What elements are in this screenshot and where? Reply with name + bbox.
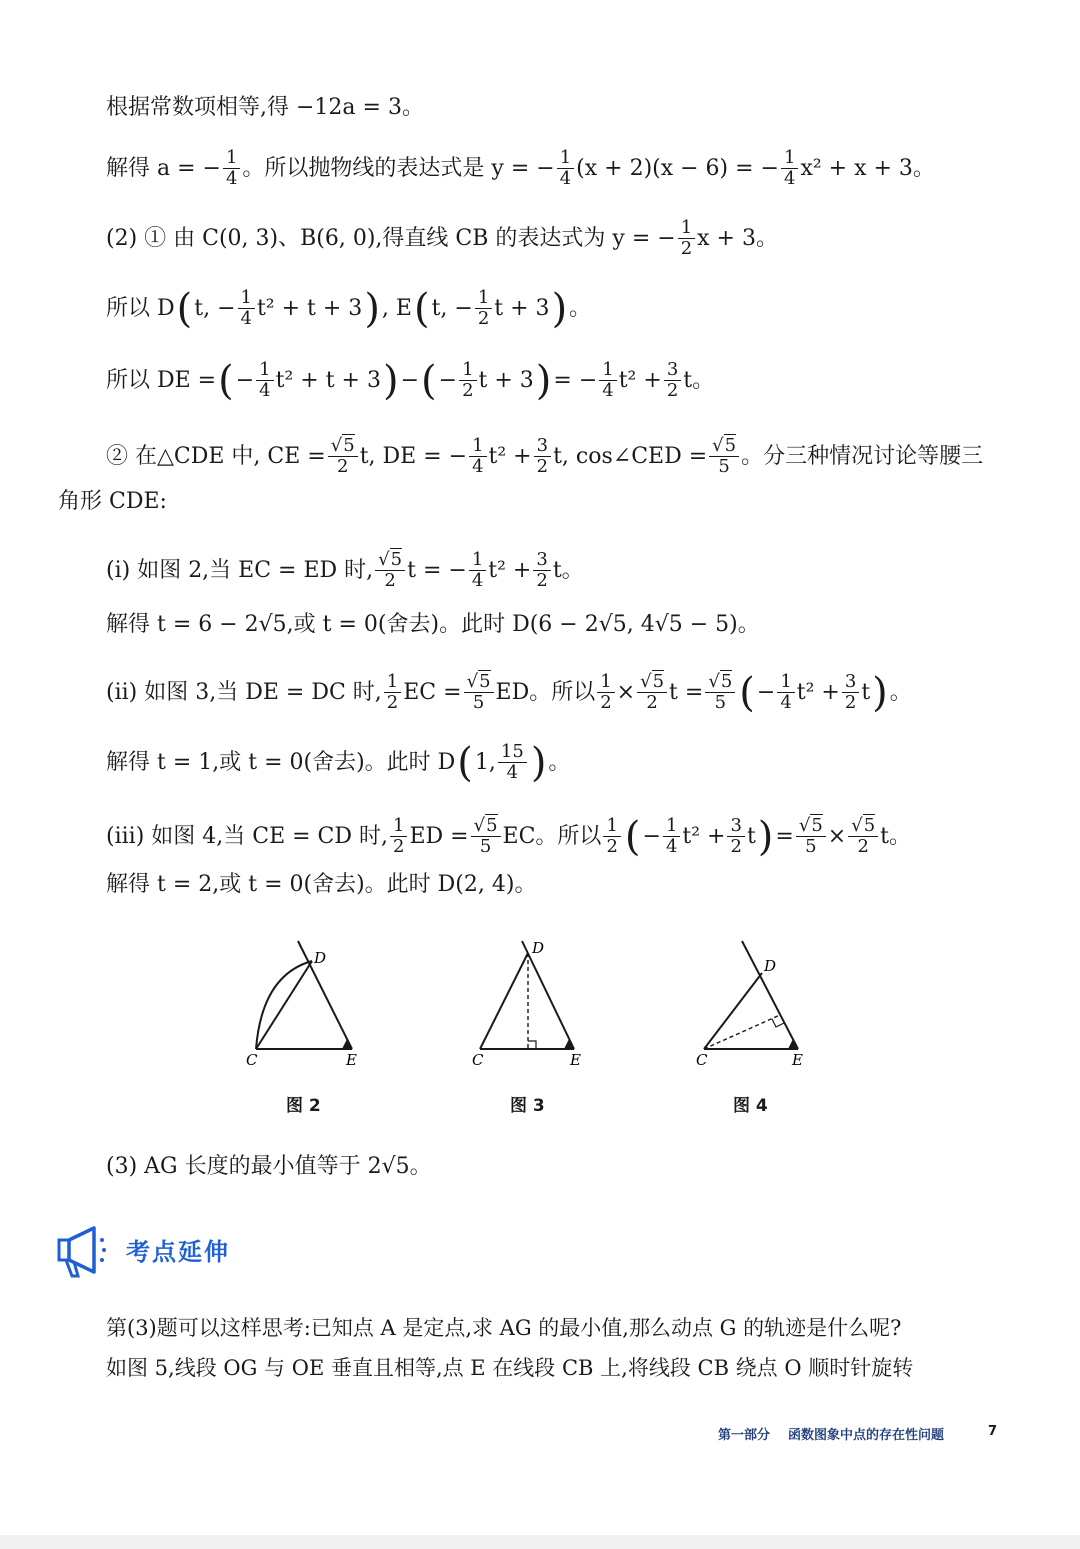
text-line-12: (iii) 如图 4,当 CE = CD 时, $\frac{1}{2}$ ED = $\frac{√5}{5}$ EC。所以 $\frac{1}{2}$ ( − $\frac{1}{4}$ t² + $\frac{3}{2}$ t ) = $\frac{√5}{5}$ × $\frac{√5}{2}$ t。 (106, 813, 911, 860)
fraction: $\frac{1}{4}$ (469, 436, 486, 477)
label-c: C (696, 1051, 708, 1069)
fraction: $\frac{1}{4}$ (256, 360, 273, 401)
fraction: $\frac{1}{4}$ (599, 360, 616, 401)
fraction: $\frac{1}{2}$ (597, 672, 614, 713)
fraction: $\frac{1}{2}$ (678, 218, 695, 259)
section-heading: 考点延伸 (126, 1238, 230, 1266)
label-d: D (314, 949, 327, 967)
fraction: $\frac{3}{2}$ (727, 816, 744, 857)
fraction: $\frac{1}{2}$ (390, 816, 407, 857)
fraction: $\frac{1}{4}$ (777, 672, 794, 713)
text-line-14: (3) AG 长度的最小值等于 2√5。 (106, 1154, 432, 1179)
fraction: $\frac{√5}{2}$ (848, 816, 878, 857)
fraction: $\frac{3}{2}$ (664, 360, 681, 401)
text-line-1: 根据常数项相等,得 −12a = 3。 (106, 95, 424, 120)
fraction: $\frac{1}{2}$ (459, 360, 476, 401)
text-line-4: 所以 D ( t, − $\frac{1}{4}$ t² + t + 3 ) , E ( t, − $\frac{1}{2}$ t + 3 ) 。 (106, 285, 592, 332)
label-e: E (346, 1051, 357, 1069)
text-line-6: ② 在△CDE 中, CE = $\frac{√5}{2}$ t, DE = − $\frac{1}{4}$ t² + $\frac{3}{2}$ t, cos∠CED = $\frac{√5}{5}$ 。分三种情况讨论等腰三 (106, 435, 984, 477)
fraction: $\frac{√5}{5}$ (471, 816, 501, 857)
figure-2 (246, 941, 357, 1069)
footer-title: 函数图象中点的存在性问题 (788, 1428, 945, 1443)
fraction: $\frac{3}{2}$ (533, 550, 550, 591)
fraction: $\frac{√5}{5}$ (705, 672, 735, 713)
fraction: $\frac{1}{4}$ (238, 288, 255, 329)
label-c: C (472, 1051, 484, 1069)
page-number: 7 (988, 1424, 998, 1439)
fraction: $\frac{√5}{2}$ (637, 672, 667, 713)
text-line-7: 角形 CDE: (58, 489, 167, 514)
label-c: C (246, 1051, 258, 1069)
fraction: $\frac{1}{4}$ (223, 148, 240, 189)
text-line-8: (i) 如图 2,当 EC = ED 时, $\frac{√5}{2}$ t = − $\frac{1}{4}$ t² + $\frac{3}{2}$ t。 (106, 549, 584, 591)
text-line-10: (ii) 如图 3,当 DE = DC 时, $\frac{1}{2}$ EC = $\frac{√5}{5}$ ED。所以 $\frac{1}{2}$ × $\frac{√5}{2}$ t = $\frac{√5}{5}$ ( − $\frac{1}{4}$ t² + $\frac{3}{2}$ t ) 。 (106, 669, 912, 716)
fraction: $\frac{3}{2}$ (842, 672, 859, 713)
page-bottom-edge (0, 1535, 1080, 1549)
fraction: $\frac{3}{2}$ (534, 436, 551, 477)
fraction: $\frac{1}{4}$ (557, 148, 574, 189)
fraction: $\frac{√5}{5}$ (709, 436, 739, 477)
fraction: $\frac{√5}{5}$ (796, 816, 826, 857)
label-d: D (764, 957, 777, 975)
fraction: $\frac{√5}{2}$ (328, 436, 358, 477)
fraction: $\frac{1}{2}$ (384, 672, 401, 713)
text-line-3: (2) ① 由 C(0, 3)、B(6, 0),得直线 CB 的表达式为 y = − $\frac{1}{2}$ x + 3。 (106, 217, 778, 259)
figure-4-caption: 图 4 (733, 1096, 768, 1116)
fraction: $\frac{15}{4}$ (498, 742, 527, 783)
text-line-15: 第(3)题可以这样思考:已知点 A 是定点,求 AG 的最小值,那么动点 G 的轨迹是什么呢? (106, 1316, 902, 1340)
fraction: $\frac{√5}{2}$ (375, 550, 405, 591)
footer-part: 第一部分 (718, 1428, 771, 1443)
text-line-2: 解得 a = − $\frac{1}{4}$ 。所以抛物线的表达式是 y = − $\frac{1}{4}$ (x + 2)(x − 6) = − $\frac{1}{4}$ x² + x + 3。 (106, 147, 935, 189)
label-e: E (570, 1051, 581, 1069)
text-line-9: 解得 t = 6 − 2√5,或 t = 0(舍去)。此时 D(6 − 2√5, 4√5 − 5)。 (106, 612, 760, 637)
megaphone-icon (56, 1224, 114, 1278)
figure-3 (472, 939, 581, 1069)
fraction: $\frac{1}{4}$ (469, 550, 486, 591)
fraction: $\frac{1}{4}$ (663, 816, 680, 857)
label-e: E (792, 1051, 803, 1069)
text-line-16: 如图 5,线段 OG 与 OE 垂直且相等,点 E 在线段 CB 上,将线段 CB 绕点 O 顺时针旋转 (106, 1356, 914, 1380)
text-line-5: 所以 DE = ( − $\frac{1}{4}$ t² + t + 3 ) − ( − $\frac{1}{2}$ t + 3 ) = − $\frac{1}{4}$ t² + $\frac{3}{2}$ t。 (106, 357, 715, 404)
figure-2-caption: 图 2 (286, 1096, 321, 1116)
figure-3-caption: 图 3 (510, 1096, 545, 1116)
text-line-13: 解得 t = 2,或 t = 0(舍去)。此时 D(2, 4)。 (106, 872, 537, 897)
fraction: $\frac{1}{4}$ (781, 148, 798, 189)
fraction: $\frac{√5}{5}$ (464, 672, 494, 713)
text-line-11: 解得 t = 1,或 t = 0(舍去)。此时 D ( 1, $\frac{15}{4}$ ) 。 (106, 739, 571, 786)
figure-4 (696, 941, 803, 1069)
fraction: $\frac{1}{2}$ (603, 816, 620, 857)
fraction: $\frac{1}{2}$ (475, 288, 492, 329)
label-d: D (532, 939, 545, 957)
geometry-figures (0, 935, 1080, 1115)
